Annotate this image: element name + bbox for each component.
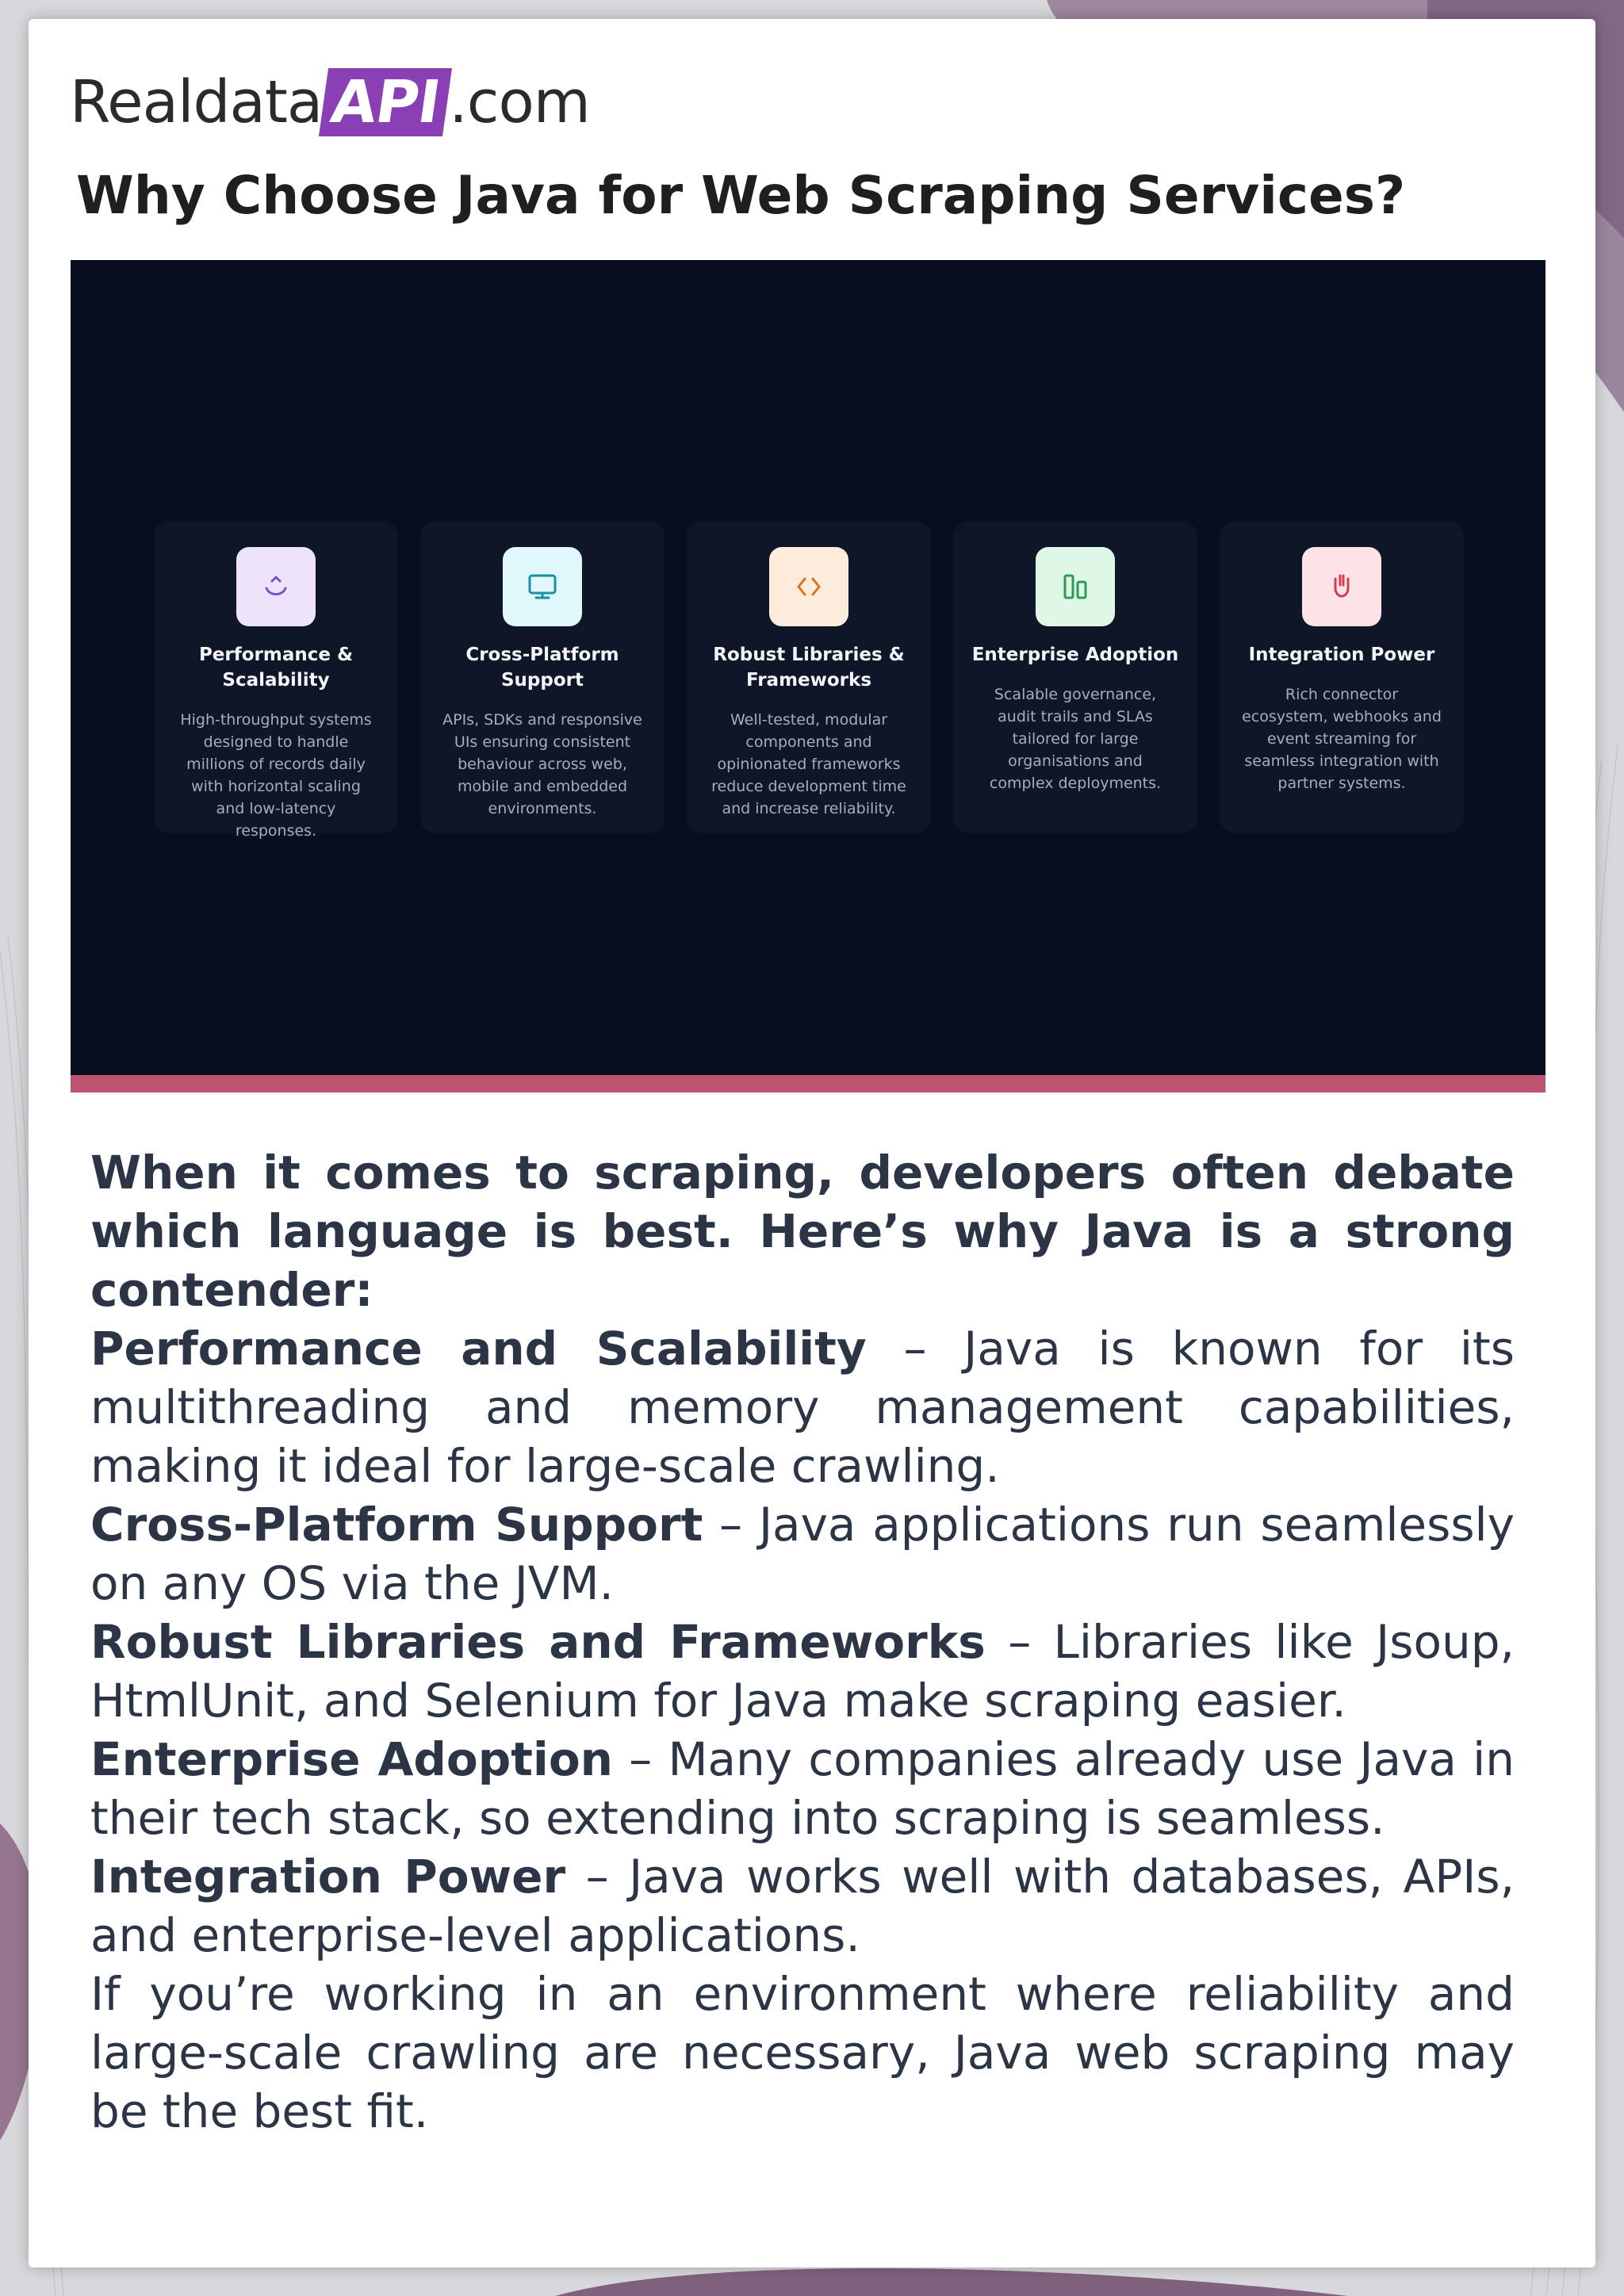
feature-card-performance [155, 522, 397, 840]
point-term: Integration Power [90, 1850, 566, 1904]
point-paragraph [90, 1847, 1515, 1965]
code-brackets-icon [769, 547, 848, 626]
point-paragraph [90, 1613, 1515, 1730]
point-term: Robust Libraries and Frameworks [90, 1615, 986, 1669]
logo-suffix: .com [449, 68, 590, 136]
point-paragraph [90, 1495, 1515, 1613]
point-text: – Java is known for its multithreading and memory management capabilities, making it ideal for large-scale crawling. [90, 1322, 1515, 1493]
monitor-icon [503, 547, 582, 626]
card-title: Enterprise Adoption [971, 645, 1179, 665]
card-description: Rich connector ecosystem, webhooks and event streaming for seamless integration with partner systems. [1242, 686, 1442, 792]
bar-columns-icon [1036, 547, 1115, 626]
brand-logo[interactable] [70, 59, 590, 146]
feature-card-enterprise [954, 522, 1197, 832]
card-description: High-throughput systems designed to handle millions of records daily with horizontal scaling and low-latency responses. [180, 711, 372, 840]
point-term: Cross-Platform Support [90, 1498, 703, 1552]
card-title: Robust Libraries & Frameworks [713, 645, 905, 691]
feature-card-cross-platform [421, 522, 664, 832]
logo-prefix: Realdata [70, 68, 323, 136]
card-description: Well-tested, modular components and opinionated frameworks reduce development time and increase reliability. [711, 711, 906, 817]
hero-accent-strip [71, 1075, 1545, 1093]
closing-paragraph: If you’re working in an environment where reliability and large-scale crawling are necessary, Java web scraping may be the best fit. [90, 1967, 1515, 2138]
point-paragraph [90, 1319, 1515, 1495]
smile-icon [236, 547, 316, 626]
point-text: – Java works well with databases, APIs, and enterprise-level applications. [90, 1850, 1515, 1962]
card-description: Scalable governance, audit trails and SLAs tailored for large organisations and complex deployments. [989, 686, 1162, 792]
point-text: – Java applications run seamlessly on any OS via the JVM. [90, 1498, 1515, 1610]
point-text: – Libraries like Jsoup, HtmlUnit, and Selenium for Java make scraping easier. [90, 1615, 1515, 1728]
point-term: Enterprise Adoption [90, 1732, 613, 1786]
article-body [90, 1143, 1515, 2141]
point-paragraph [90, 1730, 1515, 1847]
card-title: Integration Power [1248, 645, 1435, 665]
card-title: Performance & Scalability [198, 645, 354, 691]
page-title: Why Choose Java for Web Scraping Services? [76, 165, 1406, 226]
point-term: Performance and Scalability [90, 1322, 867, 1376]
card-description: APIs, SDKs and responsive UIs ensuring consistent behaviour across web, mobile and embedded environments. [442, 711, 642, 817]
logo-highlight: API [319, 68, 452, 136]
point-text: – Many companies already use Java in their tech stack, so extending into scraping is seamless. [90, 1732, 1515, 1845]
feature-card-libraries [688, 522, 930, 832]
feature-cards [83, 260, 1469, 1075]
feature-card-integration [1220, 522, 1463, 832]
plug-icon [1302, 547, 1381, 626]
intro-text: When it comes to scraping, developers often debate which language is best. Here’s why Java is a strong contender: [90, 1146, 1515, 1317]
intro-paragraph [90, 1143, 1515, 1319]
card-title: Cross-Platform Support [465, 645, 619, 691]
